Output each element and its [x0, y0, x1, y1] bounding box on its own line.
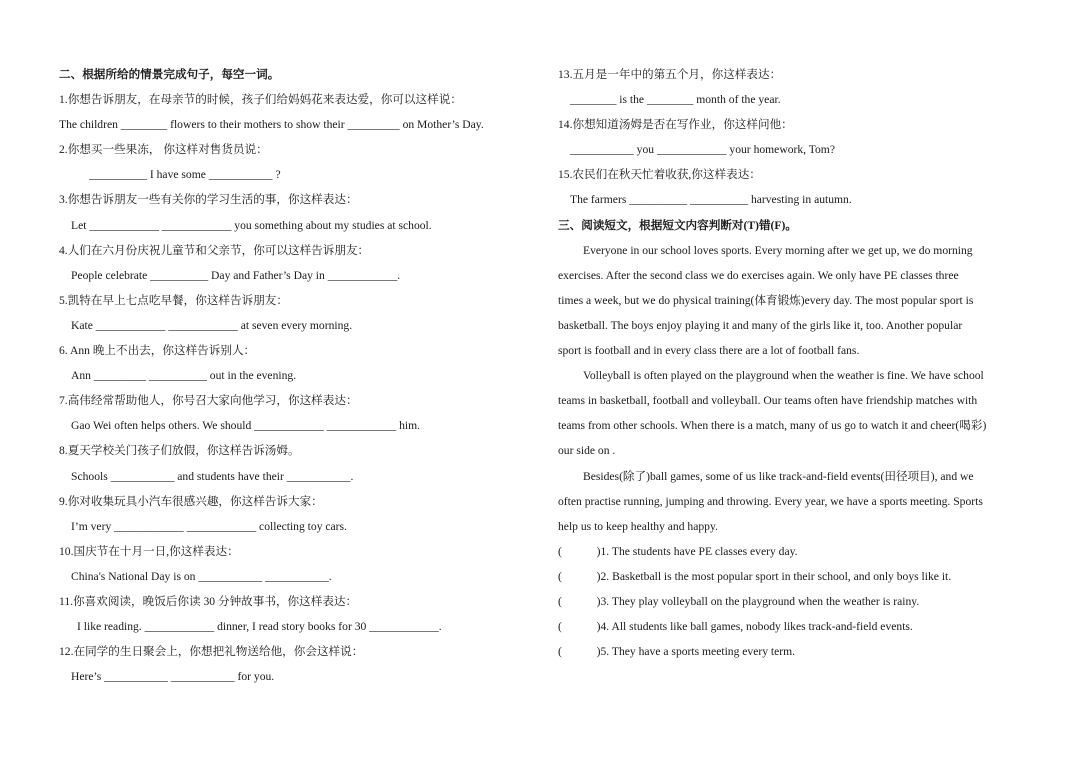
answer-line-12: Here’s ___________ ___________ for you.	[71, 670, 275, 684]
passage-line: basketball. The boys enjoy playing it and many of the girls like it, too. Another popular	[558, 318, 963, 332]
tf-statement-2: ( )2. Basketball is the most popular sport in their school, and only boys like it.	[558, 569, 952, 583]
answer-line-5: Kate ____________ ____________ at seven every morning.	[71, 318, 353, 332]
question-13: 13.五月是一年中的第五个月，你这样表达：	[558, 68, 782, 81]
answer-line-4: People celebrate __________ Day and Father’s Day in ____________.	[71, 268, 401, 282]
passage-line: Everyone in our school loves sports. Every morning after we get up, we do morning	[583, 243, 973, 257]
question-10: 10.国庆节在十月一日,你这样表达：	[59, 544, 239, 558]
section2-heading: 二、根据所给的情景完成句子，每空一词。	[59, 68, 280, 81]
question-8: 8.夏天学校关门孩子们放假，你这样告诉汤姆。	[59, 444, 300, 458]
passage-line: teams in basketball, football and volleyball. Our teams often have friendship matches with	[558, 394, 978, 408]
answer-line-11: I like reading. ____________ dinner, I read story books for 30 ____________.	[77, 620, 442, 634]
question-9: 9.你对收集玩具小汽车很感兴趣，你这样告诉大家：	[59, 494, 323, 508]
right-column	[558, 62, 1030, 664]
question-7: 7.高伟经常帮助他人，你号召大家向他学习，你这样表达：	[59, 394, 358, 408]
answer-line-7: Gao Wei often helps others. We should ____________ ____________ him.	[71, 419, 421, 433]
passage-line: Volleyball is often played on the playground when the weather is fine. We have school	[583, 369, 984, 383]
tf-statement-3: ( )3. They play volleyball on the playground when the weather is rainy.	[558, 594, 920, 608]
tf-statement-4: ( )4. All students like ball games, nobody likes track-and-field events.	[558, 620, 913, 634]
question-2: 2.你想买一些果冻， 你这样对售货员说：	[59, 143, 268, 157]
question-6: 6. Ann 晚上不出去，你这样告诉别人：	[59, 344, 256, 358]
answer-line-14: ___________ you ____________ your homework, Tom?	[570, 143, 835, 157]
passage-line: sport is football and in every class there are a lot of football fans.	[558, 344, 860, 358]
passage-line: teams from other schools. When there is a match, many of us go to watch it and cheer(喝彩)	[558, 419, 987, 433]
answer-line-15: The farmers __________ __________ harvesting in autumn.	[570, 193, 852, 207]
passage-line: times a week, but we do physical training(体育锻炼)every day. The most popular sport is	[558, 293, 974, 307]
question-12: 12.在同学的生日聚会上，你想把礼物送给他，你会这样说：	[59, 645, 364, 659]
question-4: 4.人们在六月份庆祝儿童节和父亲节，你可以这样告诉朋友：	[59, 243, 370, 257]
question-1: 1.你想告诉朋友，在母亲节的时候，孩子们给妈妈花来表达爱，你可以这样说：	[59, 93, 462, 107]
answer-line-6: Ann _________ __________ out in the evening.	[71, 369, 297, 383]
question-11: 11.你喜欢阅读，晚饭后你读 30 分钟故事书，你这样表达：	[59, 594, 358, 608]
question-3: 3.你想告诉朋友一些有关你的学习生活的事，你这样表达：	[59, 193, 358, 207]
answer-line-13: ________ is the ________ month of the year.	[570, 93, 781, 107]
passage-line: our side on .	[558, 444, 616, 458]
question-5: 5.凯特在早上七点吃早餐，你这样告诉朋友：	[59, 293, 288, 307]
answer-line-10: China's National Day is on ___________ ___________.	[71, 569, 332, 583]
left-column	[59, 62, 537, 689]
tf-statement-5: ( )5. They have a sports meeting every term.	[558, 645, 796, 659]
tf-statement-1: ( )1. The students have PE classes every day.	[558, 544, 798, 558]
answer-line-8: Schools ___________ and students have their ___________.	[71, 469, 354, 483]
answer-line-2: __________ I have some ___________ ?	[89, 168, 281, 182]
answer-line-9: I’m very ____________ ____________ collecting toy cars.	[71, 519, 347, 533]
passage-line: Besides(除了)ball games, some of us like track-and-field events(田径项目), and we	[583, 469, 974, 483]
question-14: 14.你想知道汤姆是否在写作业，你这样问他：	[558, 118, 793, 132]
section3-heading: 三、阅读短文，根据短文内容判断对(T)错(F)。	[558, 218, 797, 232]
answer-line-3: Let ____________ ____________ you something about my studies at school.	[71, 218, 432, 232]
passage-line: often practise running, jumping and throwing. Every year, we have a sports meeting. Sports	[558, 494, 983, 508]
answer-line-1: The children ________ flowers to their mothers to show their _________ on Mother’s Day.	[59, 118, 484, 132]
question-15: 15.农民们在秋天忙着收获,你这样表达：	[558, 168, 761, 182]
passage-line: help us to keep healthy and happy.	[558, 519, 718, 533]
passage-line: exercises. After the second class we do exercises again. We only have PE classes three	[558, 268, 959, 282]
